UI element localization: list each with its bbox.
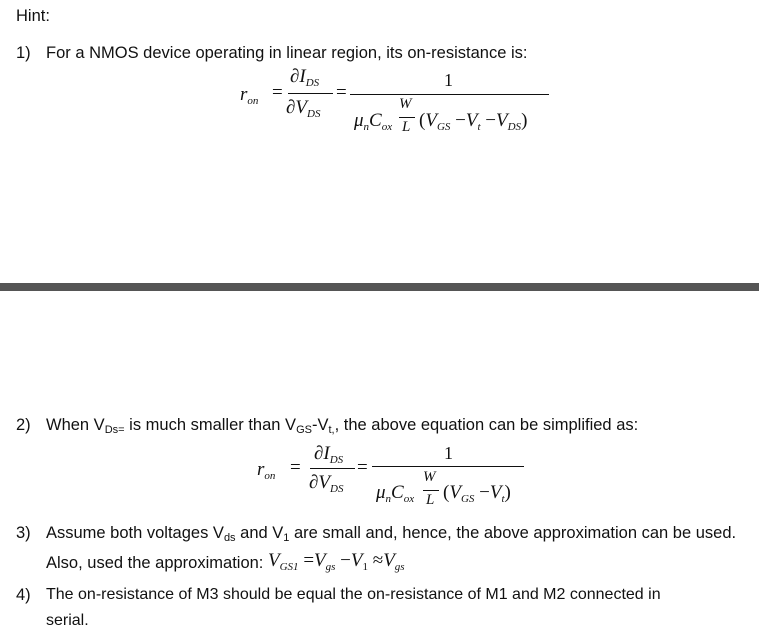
- item-1-number: 1): [16, 44, 31, 62]
- item-1-text: For a NMOS device operating in linear region, its on-resistance is:: [46, 44, 528, 62]
- item-3-line-2: Also, used the approximation:: [46, 554, 264, 572]
- item-3-number: 3): [16, 524, 31, 542]
- section-divider: [0, 283, 759, 291]
- item-3-line-1: Assume both voltages $V_{ds}$ and $V_1$ are small and, hence, the above approximation can be used.: [46, 524, 737, 544]
- equation-3: $V_{GS1} =V_{gs} -V_1 \approx V_{gs}$: [268, 550, 405, 573]
- item-4-line-2: serial.: [46, 612, 89, 629]
- item-4-line-1: The on-resistance of M3 should be equal the on-resistance of M1 and M2 connected in: [46, 586, 661, 603]
- item-2-number: 2): [16, 416, 31, 434]
- item-2-text: When $V_{Ds=}$ is much smaller than $V_{GS}-V_{t,}$, the above equation can be simplified as:: [46, 416, 639, 436]
- hint-label: Hint:: [16, 7, 50, 25]
- item-4-number: 4): [16, 586, 31, 604]
